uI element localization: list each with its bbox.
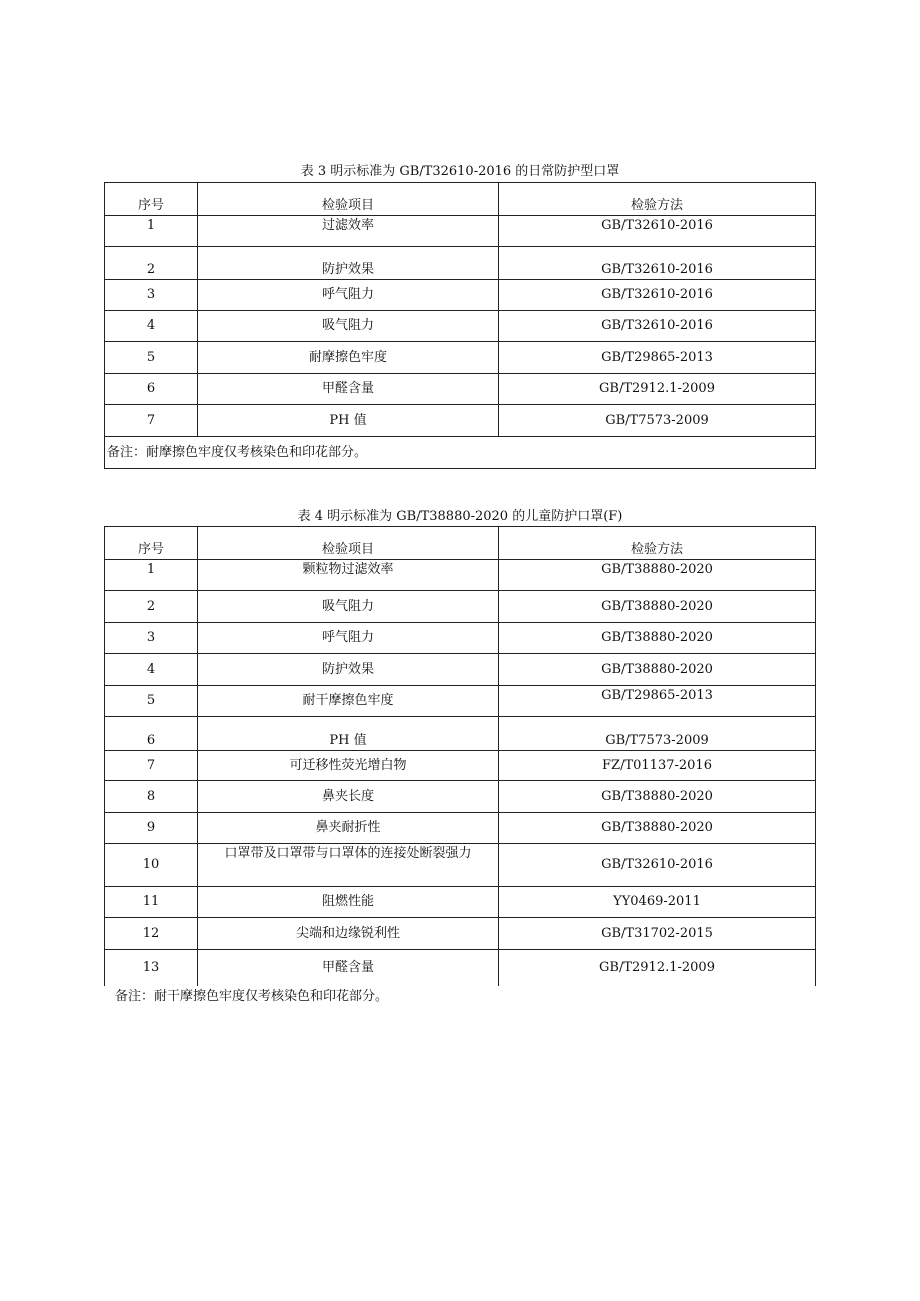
row-index: 1 (105, 216, 198, 247)
row-index: 4 (105, 311, 198, 342)
row-index: 1 (105, 560, 198, 591)
row-index: 5 (105, 342, 198, 374)
row-item: 口罩带及口罩带与口罩体的连接处断裂强力 (198, 844, 499, 887)
table3-header-item: 检验项目 (198, 183, 499, 216)
row-item: 耐干摩擦色牢度 (198, 686, 499, 717)
table-row (105, 405, 816, 437)
row-method: GB/T7573-2009 (499, 717, 816, 751)
row-method: GB/T7573-2009 (499, 405, 816, 437)
table-row (105, 950, 816, 986)
table4-note: 备注：耐干摩擦色牢度仅考核染色和印花部分。 (115, 989, 389, 1004)
row-method: GB/T38880-2020 (499, 654, 816, 686)
table-row (105, 887, 816, 918)
table4-header-method: 检验方法 (499, 527, 816, 560)
row-index: 10 (105, 844, 198, 887)
row-index: 9 (105, 813, 198, 844)
row-item: 吸气阻力 (198, 591, 499, 623)
row-item: PH 值 (198, 405, 499, 437)
table-row (105, 717, 816, 751)
row-index: 2 (105, 591, 198, 623)
row-method: GB/T38880-2020 (499, 560, 816, 591)
table-row (105, 247, 816, 280)
table-row (105, 280, 816, 311)
row-item: 防护效果 (198, 247, 499, 280)
table3-header-index: 序号 (105, 183, 198, 216)
row-index: 11 (105, 887, 198, 918)
row-item: 吸气阻力 (198, 311, 499, 342)
table-row (105, 311, 816, 342)
row-item: 尖端和边缘锐利性 (198, 918, 499, 950)
row-method: GB/T29865-2013 (499, 686, 816, 717)
row-index: 13 (105, 950, 198, 986)
row-method: YY0469-2011 (499, 887, 816, 918)
row-index: 6 (105, 374, 198, 405)
row-method: GB/T38880-2020 (499, 813, 816, 844)
table-row (105, 560, 816, 591)
table4-header-row (105, 527, 816, 560)
row-item: 甲醛含量 (198, 374, 499, 405)
row-item: 防护效果 (198, 654, 499, 686)
table-row (105, 813, 816, 844)
row-item: 耐摩擦色牢度 (198, 342, 499, 374)
table-row (105, 918, 816, 950)
row-item: 呼气阻力 (198, 623, 499, 654)
row-method: GB/T2912.1-2009 (499, 950, 816, 986)
table4-header-index: 序号 (105, 527, 198, 560)
table-row (105, 342, 816, 374)
table3-header-row (105, 183, 816, 216)
table-row (105, 781, 816, 813)
row-index: 8 (105, 781, 198, 813)
row-index: 3 (105, 280, 198, 311)
table3-caption: 表 3 明示标准为 GB/T32610-2016 的日常防护型口罩 (300, 164, 620, 179)
row-method: GB/T2912.1-2009 (499, 374, 816, 405)
table-row (105, 844, 816, 887)
table3-note: 备注：耐摩擦色牢度仅考核染色和印花部分。 (105, 437, 816, 469)
row-index: 7 (105, 405, 198, 437)
row-method: GB/T32610-2016 (499, 247, 816, 280)
table4-header-item: 检验项目 (198, 527, 499, 560)
table3 (104, 182, 816, 469)
table-row (105, 686, 816, 717)
row-index: 5 (105, 686, 198, 717)
table-row (105, 654, 816, 686)
row-item: 阻燃性能 (198, 887, 499, 918)
row-method: FZ/T01137-2016 (499, 751, 816, 781)
table3-header-method: 检验方法 (499, 183, 816, 216)
table-row (105, 623, 816, 654)
row-item: 鼻夹长度 (198, 781, 499, 813)
row-item: 颗粒物过滤效率 (198, 560, 499, 591)
table-row (105, 751, 816, 781)
row-method: GB/T38880-2020 (499, 591, 816, 623)
row-method: GB/T38880-2020 (499, 623, 816, 654)
row-method: GB/T38880-2020 (499, 781, 816, 813)
table-row (105, 591, 816, 623)
row-index: 6 (105, 717, 198, 751)
row-item: 呼气阻力 (198, 280, 499, 311)
row-method: GB/T32610-2016 (499, 216, 816, 247)
row-item: 过滤效率 (198, 216, 499, 247)
row-index: 12 (105, 918, 198, 950)
row-item: 鼻夹耐折性 (198, 813, 499, 844)
row-index: 3 (105, 623, 198, 654)
table4-caption: 表 4 明示标准为 GB/T38880-2020 的儿童防护口罩(F) (297, 509, 623, 524)
table-row (105, 374, 816, 405)
table3-note-row (105, 437, 816, 469)
row-index: 7 (105, 751, 198, 781)
row-method: GB/T32610-2016 (499, 311, 816, 342)
table4 (104, 526, 816, 986)
row-method: GB/T32610-2016 (499, 844, 816, 887)
row-method: GB/T29865-2013 (499, 342, 816, 374)
row-index: 4 (105, 654, 198, 686)
row-item: 甲醛含量 (198, 950, 499, 986)
row-method: GB/T32610-2016 (499, 280, 816, 311)
row-index: 2 (105, 247, 198, 280)
row-item: 可迁移性荧光增白物 (198, 751, 499, 781)
table-row (105, 216, 816, 247)
row-item: PH 值 (198, 717, 499, 751)
row-method: GB/T31702-2015 (499, 918, 816, 950)
